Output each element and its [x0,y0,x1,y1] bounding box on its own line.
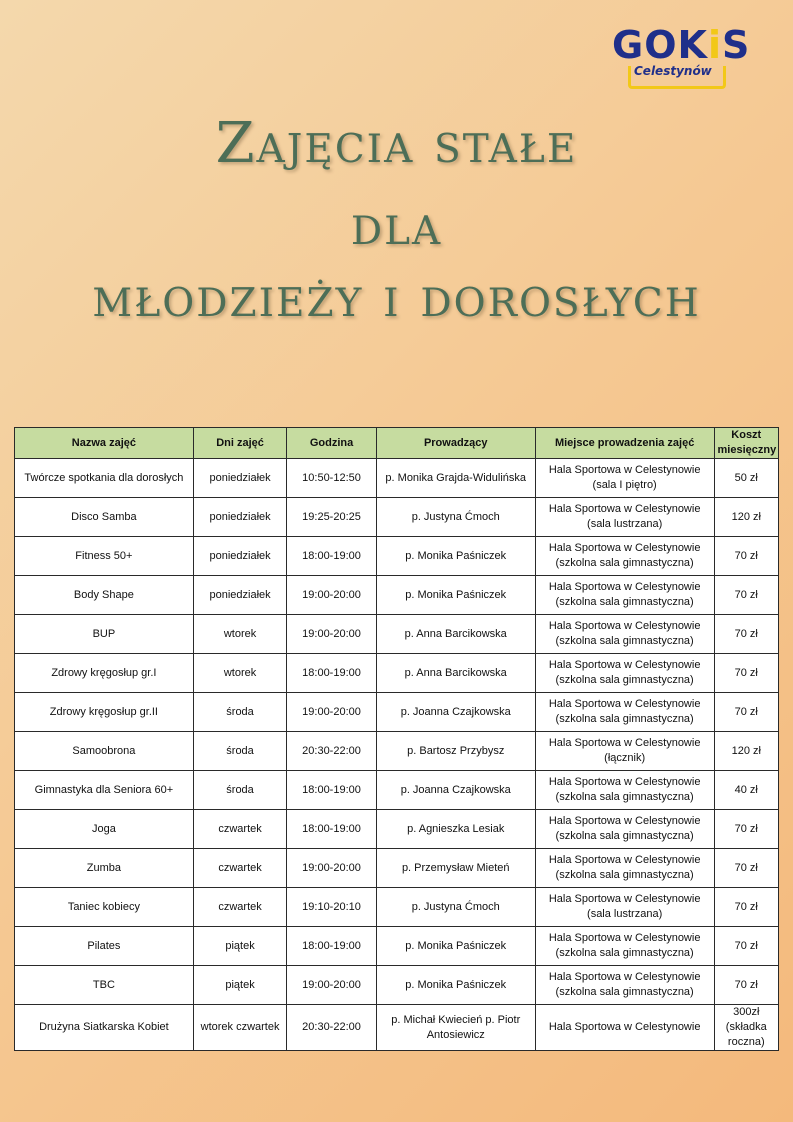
logo-subtitle: Celestynów [634,64,712,78]
cell-instructor: p. Anna Barcikowska [376,615,535,654]
cell-location: Hala Sportowa w Celestynowie (sala lustrzana) [535,888,714,927]
header-cost: Koszt miesięczny [714,428,778,459]
cell-time: 19:00-20:00 [287,693,376,732]
cell-name: Pilates [15,927,194,966]
schedule-table [14,427,779,1051]
logo-text: GOKiS [612,23,751,67]
cell-instructor: p. Monika Paśniczek [376,966,535,1005]
cell-time: 19:00-20:00 [287,576,376,615]
cell-time: 18:00-19:00 [287,654,376,693]
table-row [15,810,779,849]
cell-location: Hala Sportowa w Celestynowie (szkolna sala gimnastyczna) [535,810,714,849]
cell-name: Drużyna Siatkarska Kobiet [15,1005,194,1051]
cell-instructor: p. Justyna Ćmoch [376,498,535,537]
cell-time: 19:25-20:25 [287,498,376,537]
table-row [15,966,779,1005]
cell-time: 19:00-20:00 [287,615,376,654]
cell-instructor: p. Justyna Ćmoch [376,888,535,927]
table-row [15,693,779,732]
cell-location: Hala Sportowa w Celestynowie (szkolna sala gimnastyczna) [535,849,714,888]
cell-instructor: p. Monika Paśniczek [376,576,535,615]
cell-instructor: p. Przemysław Mieteń [376,849,535,888]
cell-name: Taniec kobiecy [15,888,194,927]
title-line-3: młodzieży i dorosłych [92,265,701,330]
cell-name: Disco Samba [15,498,194,537]
table-header-row [15,428,779,459]
cell-name: Twórcze spotkania dla dorosłych [15,459,194,498]
cell-time: 18:00-19:00 [287,537,376,576]
cell-days: poniedziałek [193,537,287,576]
cell-days: czwartek [193,888,287,927]
cell-cost: 40 zł [714,771,778,810]
cell-location: Hala Sportowa w Celestynowie (szkolna sala gimnastyczna) [535,615,714,654]
cell-name: Fitness 50+ [15,537,194,576]
cell-location: Hala Sportowa w Celestynowie (szkolna sala gimnastyczna) [535,576,714,615]
cell-days: czwartek [193,810,287,849]
cell-instructor: p. Monika Paśniczek [376,537,535,576]
table-row [15,1005,779,1051]
cell-days: piątek [193,966,287,1005]
cell-cost: 70 zł [714,537,778,576]
cell-location: Hala Sportowa w Celestynowie [535,1005,714,1051]
cell-days: wtorek [193,654,287,693]
cell-cost: 120 zł [714,498,778,537]
cell-instructor: p. Joanna Czajkowska [376,693,535,732]
cell-instructor: p. Monika Paśniczek [376,927,535,966]
cell-cost: 70 zł [714,810,778,849]
logo [612,22,751,92]
cell-time: 18:00-19:00 [287,771,376,810]
cell-instructor: p. Bartosz Przybysz [376,732,535,771]
cell-time: 20:30-22:00 [287,1005,376,1051]
cell-name: Body Shape [15,576,194,615]
table-row [15,576,779,615]
cell-cost: 50 zł [714,459,778,498]
cell-location: Hala Sportowa w Celestynowie (sala I piętro) [535,459,714,498]
cell-days: piątek [193,927,287,966]
cell-name: Zumba [15,849,194,888]
cell-instructor: p. Michał Kwiecień p. Piotr Antosiewicz [376,1005,535,1051]
header-instructor: Prowadzący [376,428,535,459]
header-days: Dni zajęć [193,428,287,459]
cell-cost: 120 zł [714,732,778,771]
cell-cost: 70 zł [714,654,778,693]
cell-instructor: p. Anna Barcikowska [376,654,535,693]
title-line-1: Zajęcia stałe [215,111,578,176]
cell-name: BUP [15,615,194,654]
cell-time: 20:30-22:00 [287,732,376,771]
cell-name: Joga [15,810,194,849]
title-line-2: dla [350,193,443,258]
header-name: Nazwa zajęć [15,428,194,459]
cell-days: poniedziałek [193,498,287,537]
cell-time: 19:00-20:00 [287,849,376,888]
cell-time: 18:00-19:00 [287,810,376,849]
cell-location: Hala Sportowa w Celestynowie (sala lustrzana) [535,498,714,537]
header-time: Godzina [287,428,376,459]
table-row [15,771,779,810]
table-row [15,927,779,966]
cell-cost: 70 zł [714,888,778,927]
cell-name: Zdrowy kręgosłup gr.I [15,654,194,693]
cell-cost: 70 zł [714,693,778,732]
cell-name: Gimnastyka dla Seniora 60+ [15,771,194,810]
cell-time: 10:50-12:50 [287,459,376,498]
cell-location: Hala Sportowa w Celestynowie (szkolna sala gimnastyczna) [535,654,714,693]
cell-days: poniedziałek [193,576,287,615]
table-row [15,459,779,498]
cell-name: Samoobrona [15,732,194,771]
cell-days: czwartek [193,849,287,888]
table-row [15,888,779,927]
table-row [15,498,779,537]
cell-cost: 300zł (składka roczna) [714,1005,778,1051]
cell-name: TBC [15,966,194,1005]
cell-days: środa [193,732,287,771]
cell-location: Hala Sportowa w Celestynowie (szkolna sala gimnastyczna) [535,693,714,732]
cell-days: środa [193,771,287,810]
cell-cost: 70 zł [714,927,778,966]
table-row [15,654,779,693]
cell-cost: 70 zł [714,966,778,1005]
cell-location: Hala Sportowa w Celestynowie (szkolna sala gimnastyczna) [535,927,714,966]
cell-days: wtorek [193,615,287,654]
cell-location: Hala Sportowa w Celestynowie (szkolna sala gimnastyczna) [535,537,714,576]
cell-days: środa [193,693,287,732]
cell-time: 19:00-20:00 [287,966,376,1005]
table-row [15,615,779,654]
cell-cost: 70 zł [714,615,778,654]
cell-instructor: p. Agnieszka Lesiak [376,810,535,849]
cell-cost: 70 zł [714,576,778,615]
header-location: Miejsce prowadzenia zajęć [535,428,714,459]
cell-instructor: p. Joanna Czajkowska [376,771,535,810]
cell-location: Hala Sportowa w Celestynowie (łącznik) [535,732,714,771]
cell-name: Zdrowy kręgosłup gr.II [15,693,194,732]
table-row [15,537,779,576]
cell-instructor: p. Monika Grajda-Widulińska [376,459,535,498]
cell-days: wtorek czwartek [193,1005,287,1051]
cell-location: Hala Sportowa w Celestynowie (szkolna sala gimnastyczna) [535,771,714,810]
table-row [15,732,779,771]
cell-days: poniedziałek [193,459,287,498]
cell-time: 19:10-20:10 [287,888,376,927]
cell-cost: 70 zł [714,849,778,888]
table-row [15,849,779,888]
cell-time: 18:00-19:00 [287,927,376,966]
cell-location: Hala Sportowa w Celestynowie (szkolna sala gimnastyczna) [535,966,714,1005]
